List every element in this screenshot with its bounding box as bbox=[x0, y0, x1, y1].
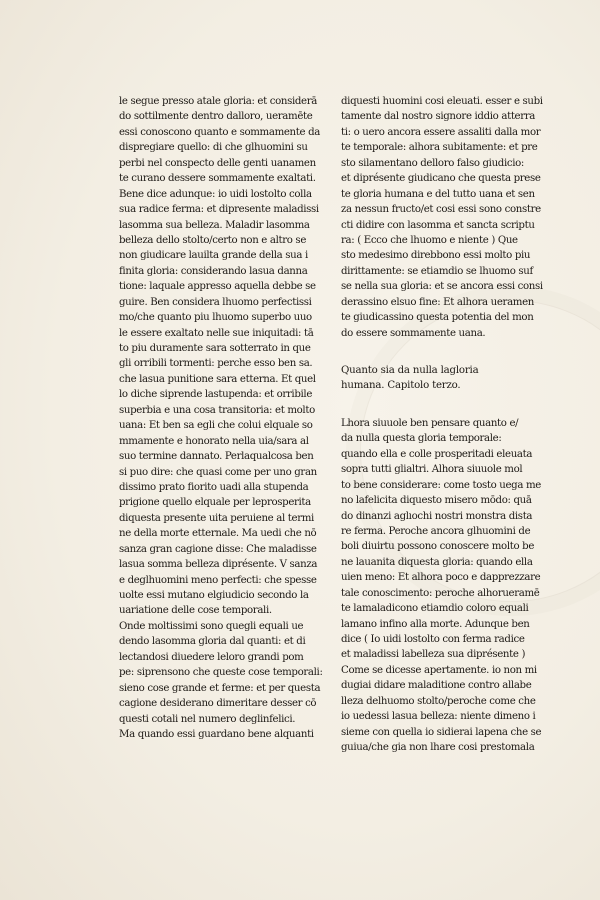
text-line: da nulla questa gloria temporale: bbox=[341, 433, 502, 445]
text-line: che lasua punitione sara etterna. Et quel bbox=[119, 373, 316, 385]
text-line: uana: Et ben sa egli che colui elquale so bbox=[119, 420, 313, 432]
right-column bbox=[341, 94, 563, 756]
text-line: sto silamentano delloro falso giudicio: bbox=[341, 157, 525, 169]
text-line: le segue presso atale gloria: et considerā bbox=[119, 96, 317, 107]
text-line: te temporale: alhora subitamente: et pre bbox=[341, 142, 538, 154]
text-line: to bene considerare: come tosto uega me bbox=[341, 479, 541, 491]
text-line: no lafelicita diquesto misero mōdo: quā bbox=[341, 495, 532, 507]
text-line: guire. Ben considera lhuomo perfectissi bbox=[119, 296, 312, 308]
text-line: se nella sua gloria: et se ancora essi consi bbox=[341, 281, 543, 293]
text-line: lectandosi diuedere leloro grandi pom bbox=[119, 651, 304, 663]
text-line: belleza dello stolto/certo non e altro se bbox=[119, 234, 306, 246]
text-line: uien meno: Et alhora poco e dapprezzare bbox=[341, 572, 541, 584]
text-line: cagione desiderano dimeritare desser cō bbox=[119, 698, 317, 710]
text-line: e deglhuomini meno perfecti: che spesse bbox=[119, 574, 317, 586]
text-line: Ma quando essi guardano bene alquanti bbox=[119, 728, 314, 740]
text-line: sua radice ferma: et dipresente maladissi bbox=[119, 204, 319, 216]
text-line: guiua/che gia non lhare cosi prestomala bbox=[341, 742, 535, 754]
text-line: suo termine dannato. Perlaqualcosa ben bbox=[119, 451, 314, 463]
text-line: sopra tutti glialtri. Alhora siuuole mol bbox=[341, 464, 523, 476]
text-line: finita gloria: considerando lasua danna bbox=[119, 265, 308, 277]
text-line: superbia e una cosa transitoria: et molto bbox=[119, 404, 315, 416]
text-line: do essere sommamente uana. bbox=[341, 327, 486, 339]
text-line: ne della morte etternale. Ma uedi che nō bbox=[119, 528, 317, 540]
text-line: sanza gran cagione disse: Che maladisse bbox=[119, 543, 317, 555]
text-line: questi cotali nel numero deglinfelici. bbox=[119, 713, 296, 725]
text-line: diquesta presente uita peruiene al termi bbox=[119, 512, 314, 524]
text-line: quando ella e colle prosperitadi eleuata bbox=[341, 448, 533, 460]
text-line: derassino elsuo fine: Et alhora ueramen bbox=[341, 296, 534, 308]
text-line: mmamente e honorato nella uia/sara al bbox=[119, 435, 309, 447]
text-line: lamano infino alla morte. Adunque ben bbox=[341, 618, 530, 630]
chapter-title-line: Quanto sia da nulla lagloria bbox=[341, 365, 479, 376]
text-line: lasua somma belleza diprésente. V sanza bbox=[119, 559, 318, 571]
text-line: si puo dire: che quasi come per uno gran bbox=[119, 466, 317, 478]
text-line: lleza delhuomo stolto/peroche come che bbox=[341, 695, 536, 707]
text-line: re ferma. Peroche ancora glhuomini de bbox=[341, 525, 531, 537]
text-line: te giudicassino questa potentia del mon bbox=[341, 312, 534, 324]
text-line: lo diche siprende lastupenda: et orribile bbox=[119, 389, 313, 401]
text-line: Bene dice adunque: io uidi lostolto colla bbox=[119, 188, 312, 200]
text-line: te lamaladicono etiamdio coloro equali bbox=[341, 603, 529, 615]
text-line: tione: laquale appresso aquella debbe se bbox=[119, 281, 316, 293]
text-line: dice ( Io uidi lostolto con ferma radice bbox=[341, 634, 525, 645]
text-line: boli diuirtu possono conoscere molto be bbox=[341, 541, 535, 553]
text-line: ne lauanita diquesta gloria: quando ella bbox=[341, 556, 533, 568]
chapter-title bbox=[341, 363, 563, 394]
text-line: diquesti huomini cosi eleuati. esser e subi bbox=[341, 96, 543, 107]
section-spacer bbox=[341, 341, 563, 363]
text-line: et diprésente giudicano che questa prese bbox=[341, 173, 541, 185]
text-line: tamente dal nostro signore iddio atterra bbox=[341, 111, 536, 123]
text-line: Come se dicesse apertamente. io non mi bbox=[341, 664, 537, 676]
text-line: ra: ( Ecco che lhuomo e niente ) Que bbox=[341, 234, 518, 246]
text-line: prigione quello elquale per leprosperita bbox=[119, 497, 311, 509]
text-line: Onde moltissimi sono quegli equali ue bbox=[119, 620, 304, 632]
text-line: dissimo prato fiorito uadi alla stupenda bbox=[119, 481, 309, 493]
text-line: et maladissi labelleza sua diprésente ) bbox=[341, 649, 526, 661]
text-line: sieme con quella io sidierai lapena che se bbox=[341, 726, 542, 738]
text-line: uariatione delle cose temporali. bbox=[119, 605, 272, 617]
text-line: essi conoscono quanto e sommamente da bbox=[119, 126, 320, 138]
text-line: gli orribili tormenti: perche esso ben sa. bbox=[119, 358, 313, 370]
text-line: dendo lasomma gloria dal quanti: et di bbox=[119, 636, 306, 648]
text-line: te gloria humana e del tutto uana et sen bbox=[341, 188, 535, 200]
text-line: dispregiare quello: di che glhuomini su bbox=[119, 142, 308, 154]
text-line: perbi nel conspecto delle genti uanamen bbox=[119, 157, 316, 169]
text-line: Lhora siuuole ben pensare quanto e/ bbox=[341, 417, 519, 429]
text-line: tale conoscimento: peroche alhorueramē bbox=[341, 587, 540, 599]
text-line: za nessun fructo/et cosi essi sono constre bbox=[341, 204, 541, 216]
text-line: io uedessi lasua belleza: niente dimeno i bbox=[341, 711, 536, 723]
text-line: mo/che quanto piu lhuomo superbo uuo bbox=[119, 312, 312, 324]
text-line: do dinanzi aglıochi nostri monstra dista bbox=[341, 510, 533, 522]
text-line: le essere exaltato nelle sue iniquitadi: tā bbox=[119, 327, 314, 339]
text-line: uolte essi mutano elgiudicio secondo la bbox=[119, 590, 309, 601]
text-line: dirittamente: se etiamdio se lhuomo suf bbox=[341, 265, 533, 277]
text-line: te curano dessere sommamente exaltati. bbox=[119, 173, 316, 185]
text-line: dugiai didare maladitione contro allabe bbox=[341, 680, 532, 692]
text-line: pe: siprensono che queste cose temporali: bbox=[119, 667, 323, 679]
text-line: non giudicare lauilta grande della sua i bbox=[119, 250, 308, 262]
section-spacer bbox=[341, 394, 563, 416]
text-line: sto medesimo direbbono essi molto piu bbox=[341, 250, 531, 262]
left-column bbox=[119, 94, 337, 742]
text-line: ti: o uero ancora essere assaliti dalla mor bbox=[341, 126, 541, 138]
text-line: lasomma sua belleza. Maladir lasomma bbox=[119, 219, 310, 231]
chapter-title-line: humana. Capitolo terzo. bbox=[341, 380, 461, 392]
text-line: sieno cose grande et ferme: et per questa bbox=[119, 682, 321, 694]
text-line: to piu duramente sara sotterrato in que bbox=[119, 343, 311, 354]
text-line: cti didire con lasomma et sancta scriptu bbox=[341, 219, 535, 231]
text-line: do sottilmente dentro dalloro, ueramēte bbox=[119, 111, 313, 123]
